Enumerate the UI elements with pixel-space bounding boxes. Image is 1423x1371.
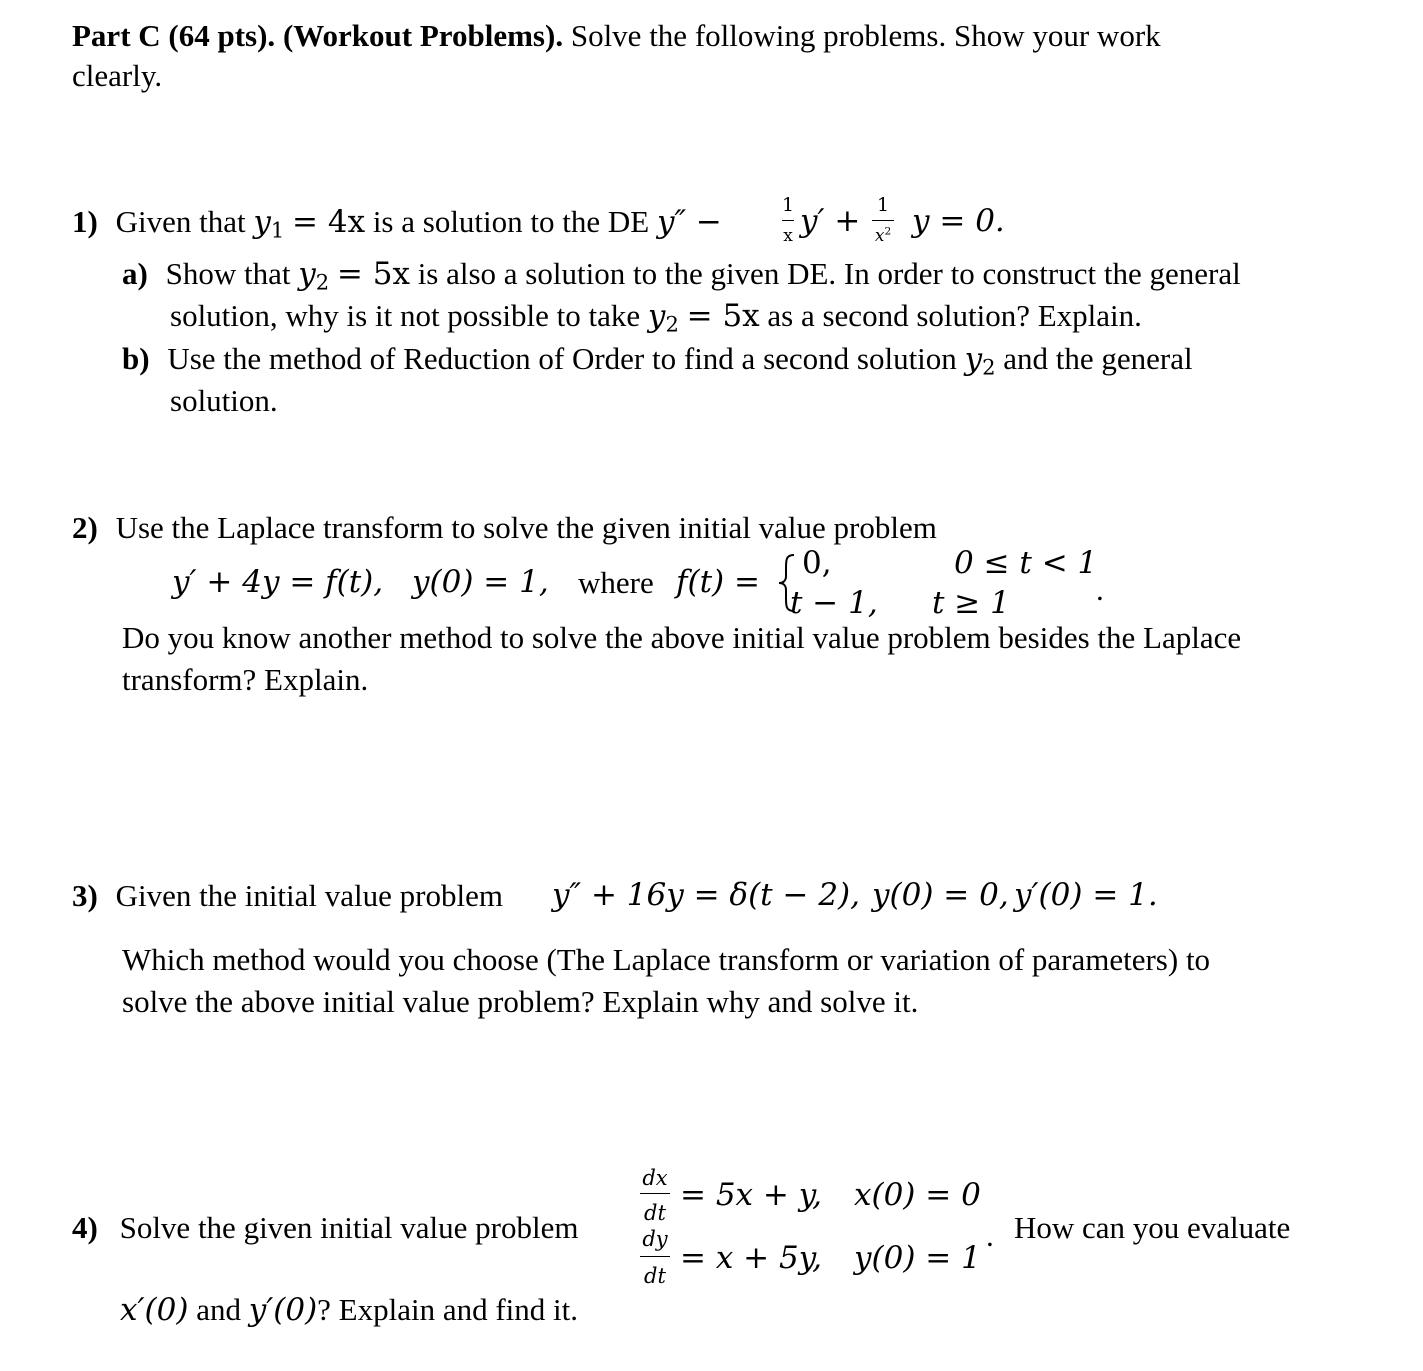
problem-2-line xyxy=(72,512,937,543)
problem-4-number: 4) xyxy=(72,1210,98,1245)
problem-1a-label: a) xyxy=(122,256,148,291)
case2-condition: t ≥ 1 xyxy=(932,585,1010,621)
problem-3-question-line1: Which method would you choose (The Laplace transform or variation of parameters) to xyxy=(122,942,1211,977)
problem-3-question-line2: solve the above initial value problem? Explain why and solve it. xyxy=(122,984,919,1019)
p3-equation: y″ + 16y = δ(t − 2), xyxy=(552,877,860,913)
problem-1a-line2-text1: solution, why is it not possible to take xyxy=(170,298,641,333)
and-word: and xyxy=(196,1292,241,1327)
p4-dot: . xyxy=(986,1218,994,1253)
p2-equation: y′ + 4y = f(t), xyxy=(172,564,384,600)
problem-2-question-line2: transform? Explain. xyxy=(122,662,369,697)
p4-eq1-rhs: = 5x + y, xyxy=(680,1177,822,1213)
de-frac2-den: $x^2$ xyxy=(874,225,892,246)
p2-initial-condition: y(0) = 1, xyxy=(412,564,549,600)
problem-2-number: 2) xyxy=(72,510,98,545)
problem-1b-text1: Use the method of Reduction of Order to find a second solution xyxy=(167,341,957,376)
problem-1a-line2 xyxy=(170,298,1142,337)
frac-dx: dx xyxy=(642,1166,668,1190)
de-part-a: y″ − xyxy=(656,204,722,240)
problem-1-intro: Given that xyxy=(115,204,246,239)
p4-ic1: x(0) = 0 xyxy=(854,1177,981,1213)
problem-2-question-line1: Do you know another method to solve the above initial value problem besides the Laplace xyxy=(122,620,1242,655)
y2-rhs-2: = 5x xyxy=(686,298,760,334)
frac-dt2: dt xyxy=(644,1264,666,1288)
problem-4-line xyxy=(72,1212,578,1243)
problem-1a-line2-text2: as a second solution? Explain. xyxy=(767,298,1142,333)
de-frac2-bar xyxy=(872,220,894,221)
y-prime-0: y′(0) xyxy=(248,1292,318,1328)
problem-3-line xyxy=(72,880,503,911)
y2-rhs: = 5x xyxy=(336,256,410,292)
problem-4-line2 xyxy=(120,1294,578,1326)
y1-symbol: $y_1$ xyxy=(253,204,285,243)
problem-1b-label: b) xyxy=(122,341,150,376)
y1-rhs: = 4x xyxy=(292,204,366,240)
p2-f-def: f(t) = xyxy=(676,564,760,600)
de-frac1-bar xyxy=(782,220,794,221)
frac-dx-bar xyxy=(640,1193,670,1194)
problem-4-intro: Solve the given initial value problem xyxy=(119,1210,579,1245)
problem-1-line xyxy=(72,204,722,243)
problem-1b-text2: and the general xyxy=(1003,341,1193,376)
de-part-c: y = 0. xyxy=(912,203,1005,239)
problem-1a-line1 xyxy=(122,256,1241,295)
frac-dy-bar xyxy=(640,1256,670,1257)
problem-4-line2-rest: ? Explain and find it. xyxy=(317,1292,579,1327)
p2-period: . xyxy=(1096,572,1104,607)
de-frac1-den: x xyxy=(783,226,793,246)
problem-1a-text2: is also a solution to the given DE. In order to construct the general xyxy=(417,256,1241,291)
x-prime-0: x′(0) xyxy=(120,1292,189,1328)
problem-1a-text1: Show that xyxy=(165,256,291,291)
frac-dt1: dt xyxy=(644,1201,666,1225)
part-title: Part C (64 pts). xyxy=(72,18,276,53)
case1-condition: 0 ≤ t < 1 xyxy=(954,545,1098,581)
problem-1b-line1 xyxy=(122,341,1193,380)
problem-1-mid: is a solution to the DE xyxy=(372,204,650,239)
part-header xyxy=(72,20,1161,51)
y2-symbol-3: $y_2$ xyxy=(964,341,996,380)
case1-value: 0, xyxy=(802,545,832,581)
de-frac1-num: 1 xyxy=(781,194,795,216)
y2-symbol: $y_2$ xyxy=(298,256,330,295)
part-kind: (Workout Problems). xyxy=(282,18,564,53)
de-part-b: y′ + xyxy=(800,203,861,239)
p4-ic2: y(0) = 1 xyxy=(854,1240,981,1276)
y2-symbol-2: $y_2$ xyxy=(647,298,679,337)
de-frac2-num: 1 xyxy=(876,194,890,216)
p3-ic1: y(0) = 0, xyxy=(872,877,1009,913)
frac-dy: dy xyxy=(642,1227,668,1251)
p3-ic2: y′(0) = 1. xyxy=(1014,877,1158,913)
problem-1b-line2: solution. xyxy=(170,383,278,418)
problem-3-intro: Given the initial value problem xyxy=(115,878,503,913)
problem-2-intro: Use the Laplace transform to solve the given initial value problem xyxy=(115,510,937,545)
problem-1-number: 1) xyxy=(72,204,98,239)
p4-eq2-rhs: = x + 5y, xyxy=(680,1240,822,1276)
p4-tail: How can you evaluate xyxy=(1014,1210,1291,1245)
problem-3-number: 3) xyxy=(72,878,98,913)
p2-where: where xyxy=(578,565,654,600)
instruction-line1: Solve the following problems. Show your work xyxy=(570,18,1161,53)
instruction-line2: clearly. xyxy=(72,58,163,93)
case2-value: t − 1, xyxy=(790,585,878,621)
